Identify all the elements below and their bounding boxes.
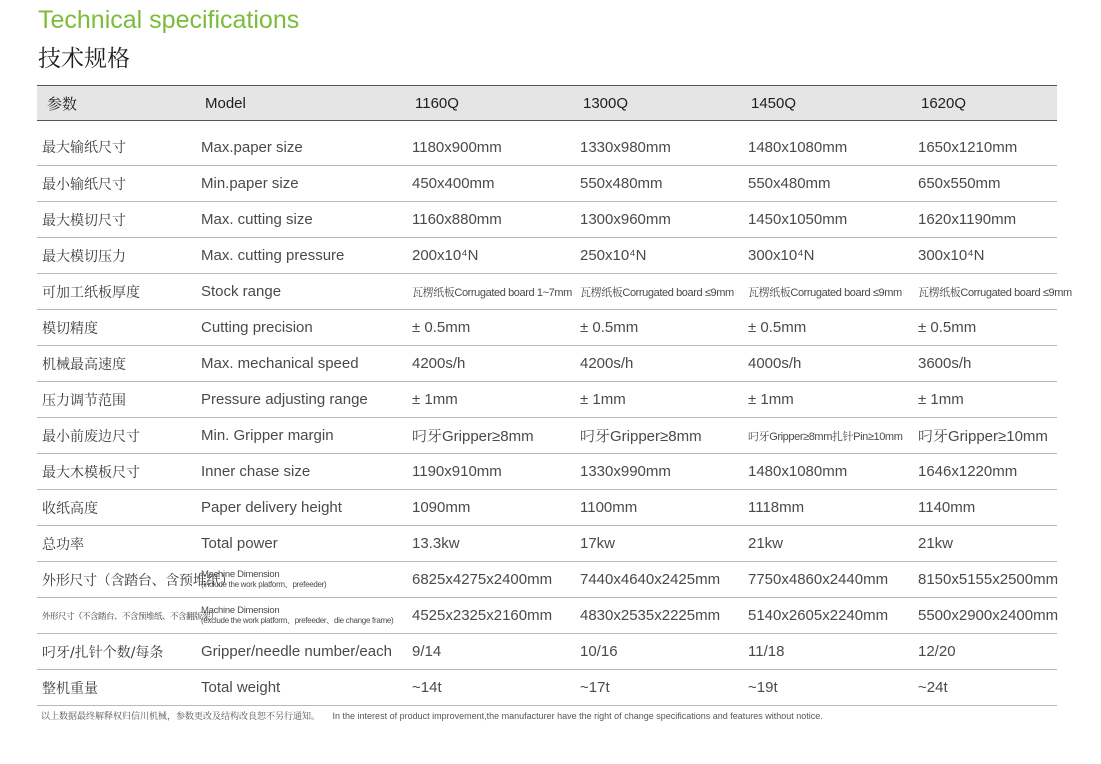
- cell-value: 7440x4640x2425mm: [575, 562, 743, 598]
- table-row: [37, 634, 1057, 670]
- cell-value: 5140x2605x2240mm: [743, 598, 913, 634]
- row-label-en: Pressure adjusting range: [197, 382, 407, 418]
- page-title-zh: 技术规格: [38, 46, 130, 72]
- cell-value: 4525x2325x2160mm: [407, 598, 575, 634]
- table-row: [37, 121, 1057, 166]
- cell-value: 5500x2900x2400mm: [913, 598, 1057, 634]
- row-label-zh: 压力调节范围: [37, 382, 197, 418]
- row-label-zh: 外形尺寸（含踏台、含预堆纸）: [37, 562, 197, 598]
- cell-value: 650x550mm: [913, 166, 1057, 202]
- cell-value: ± 0.5mm: [743, 310, 913, 346]
- row-label-zh: 最大木模板尺寸: [37, 454, 197, 490]
- table-row: [37, 670, 1057, 706]
- cell-value: 250x10⁴N: [575, 238, 743, 274]
- row-label-en: Max. cutting size: [197, 202, 407, 238]
- cell-value: 1330x980mm: [575, 121, 743, 166]
- table-row: [37, 490, 1057, 526]
- row-label-en: Min.paper size: [197, 166, 407, 202]
- header-cell-1450q: 1450Q: [743, 86, 913, 121]
- row-label-en: Cutting precision: [197, 310, 407, 346]
- row-label-zh: 整机重量: [37, 670, 197, 706]
- cell-value: 12/20: [913, 634, 1057, 670]
- cell-value: 1480x1080mm: [743, 454, 913, 490]
- row-label-en: Max. cutting pressure: [197, 238, 407, 274]
- row-label-en: Max.paper size: [197, 121, 407, 166]
- spec-table: [37, 85, 1072, 706]
- row-label-zh: 最大模切尺寸: [37, 202, 197, 238]
- table-row: [37, 238, 1057, 274]
- table-row: [37, 274, 1057, 310]
- row-label-en: Min. Gripper margin: [197, 418, 407, 454]
- row-label-zh: 外形尺寸（不含踏台、不含预堆纸、不含翻版架）: [37, 598, 197, 634]
- cell-value: 9/14: [407, 634, 575, 670]
- table-row: [37, 166, 1057, 202]
- table-row: [37, 346, 1057, 382]
- cell-value: 21kw: [913, 526, 1057, 562]
- header-cell-1160q: 1160Q: [407, 86, 575, 121]
- cell-value: 1118mm: [743, 490, 913, 526]
- header-cell-1620q: 1620Q: [913, 86, 1057, 121]
- cell-value: 4830x2535x2225mm: [575, 598, 743, 634]
- cell-value: 300x10⁴N: [743, 238, 913, 274]
- row-label-en: Total weight: [197, 670, 407, 706]
- cell-value: 1450x1050mm: [743, 202, 913, 238]
- cell-value: 17kw: [575, 526, 743, 562]
- footnote-en: In the interest of product improvement,the manufacturer have the right of change specifications and features without notice.: [332, 711, 823, 721]
- header-cell-model: Model: [197, 86, 407, 121]
- page-title-en: Technical specifications: [38, 6, 300, 34]
- cell-value: 13.3kw: [407, 526, 575, 562]
- cell-value: ± 1mm: [743, 382, 913, 418]
- cell-value: 1300x960mm: [575, 202, 743, 238]
- cell-value: 200x10⁴N: [407, 238, 575, 274]
- table-row: [37, 382, 1057, 418]
- header-cell-1300q: 1300Q: [575, 86, 743, 121]
- table-row: [37, 310, 1057, 346]
- table-header-row: [37, 86, 1057, 121]
- cell-value: 21kw: [743, 526, 913, 562]
- table-row: [37, 598, 1057, 634]
- row-label-en: Total power: [197, 526, 407, 562]
- row-label-en-sub: (include the work platform、prefeeder): [201, 580, 327, 589]
- row-label-en: Paper delivery height: [197, 490, 407, 526]
- cell-value: 1190x910mm: [407, 454, 575, 490]
- row-label-zh: 机械最高速度: [37, 346, 197, 382]
- cell-value: ~17t: [575, 670, 743, 706]
- cell-value: 瓦楞纸板Corrugated board ≤9mm: [913, 274, 1057, 310]
- cell-value: ± 1mm: [913, 382, 1057, 418]
- footnote-zh: 以上数据最终解释权归信川机械，参数更改及结构改良恕不另行通知。: [41, 711, 321, 721]
- row-label-zh: 最大输纸尺寸: [37, 121, 197, 166]
- cell-value: 叼牙Gripper≥8mm: [407, 418, 575, 454]
- cell-value: 11/18: [743, 634, 913, 670]
- cell-value: ± 0.5mm: [407, 310, 575, 346]
- cell-value: 4200s/h: [407, 346, 575, 382]
- row-label-en: Gripper/needle number/each: [197, 634, 407, 670]
- cell-value: ~24t: [913, 670, 1057, 706]
- cell-value: 300x10⁴N: [913, 238, 1057, 274]
- row-label-zh: 最大模切压力: [37, 238, 197, 274]
- cell-value: 7750x4860x2440mm: [743, 562, 913, 598]
- row-label-en: Machine Dimension: [201, 569, 280, 580]
- cell-value: ± 0.5mm: [913, 310, 1057, 346]
- cell-value: 瓦楞纸板Corrugated board 1~7mm: [407, 274, 575, 310]
- row-label-en-stack: [197, 598, 407, 634]
- row-label-en: Inner chase size: [197, 454, 407, 490]
- cell-value: 1646x1220mm: [913, 454, 1057, 490]
- cell-value: 8150x5155x2500mm: [913, 562, 1057, 598]
- row-label-zh: 最小输纸尺寸: [37, 166, 197, 202]
- cell-value: 4000s/h: [743, 346, 913, 382]
- cell-value: 1650x1210mm: [913, 121, 1057, 166]
- row-label-en: Machine Dimension: [201, 605, 280, 616]
- row-label-zh: 模切精度: [37, 310, 197, 346]
- cell-value: ± 0.5mm: [575, 310, 743, 346]
- table-row: [37, 526, 1057, 562]
- cell-value: ± 1mm: [407, 382, 575, 418]
- cell-value: 1480x1080mm: [743, 121, 913, 166]
- table-row: [37, 562, 1057, 598]
- cell-value: 450x400mm: [407, 166, 575, 202]
- cell-value: 叼牙Gripper≥10mm: [913, 418, 1057, 454]
- row-label-en: Max. mechanical speed: [197, 346, 407, 382]
- cell-value: 1090mm: [407, 490, 575, 526]
- cell-value: ± 1mm: [575, 382, 743, 418]
- cell-value: 550x480mm: [743, 166, 913, 202]
- row-label-zh: 收纸高度: [37, 490, 197, 526]
- cell-value: 550x480mm: [575, 166, 743, 202]
- row-label-en: Stock range: [197, 274, 407, 310]
- table-row: [37, 418, 1057, 454]
- table-row: [37, 202, 1057, 238]
- cell-value: 叼牙Gripper≥8mm扎针Pin≥10mm: [743, 418, 913, 454]
- cell-value: 瓦楞纸板Corrugated board ≤9mm: [743, 274, 913, 310]
- cell-value: 1620x1190mm: [913, 202, 1057, 238]
- cell-value: 1330x990mm: [575, 454, 743, 490]
- cell-value: 叼牙Gripper≥8mm: [575, 418, 743, 454]
- cell-value: ~14t: [407, 670, 575, 706]
- cell-value: 3600s/h: [913, 346, 1057, 382]
- table-row: [37, 454, 1057, 490]
- cell-value: ~19t: [743, 670, 913, 706]
- header-cell-param: 参数: [37, 86, 197, 121]
- cell-value: 1100mm: [575, 490, 743, 526]
- row-label-zh: 叼牙/扎针个数/每条: [37, 634, 197, 670]
- cell-value: 6825x4275x2400mm: [407, 562, 575, 598]
- row-label-zh: 总功率: [37, 526, 197, 562]
- row-label-en-sub: (exclude the work platform、prefeeder、die change frame): [201, 616, 394, 625]
- cell-value: 1180x900mm: [407, 121, 575, 166]
- row-label-zh: 最小前废边尺寸: [37, 418, 197, 454]
- cell-value: 1140mm: [913, 490, 1057, 526]
- cell-value: 瓦楞纸板Corrugated board ≤9mm: [575, 274, 743, 310]
- row-label-en-stack: [197, 562, 407, 598]
- cell-value: 10/16: [575, 634, 743, 670]
- row-label-zh: 可加工纸板厚度: [37, 274, 197, 310]
- footnote: [41, 709, 833, 722]
- cell-value: 4200s/h: [575, 346, 743, 382]
- cell-value: 1160x880mm: [407, 202, 575, 238]
